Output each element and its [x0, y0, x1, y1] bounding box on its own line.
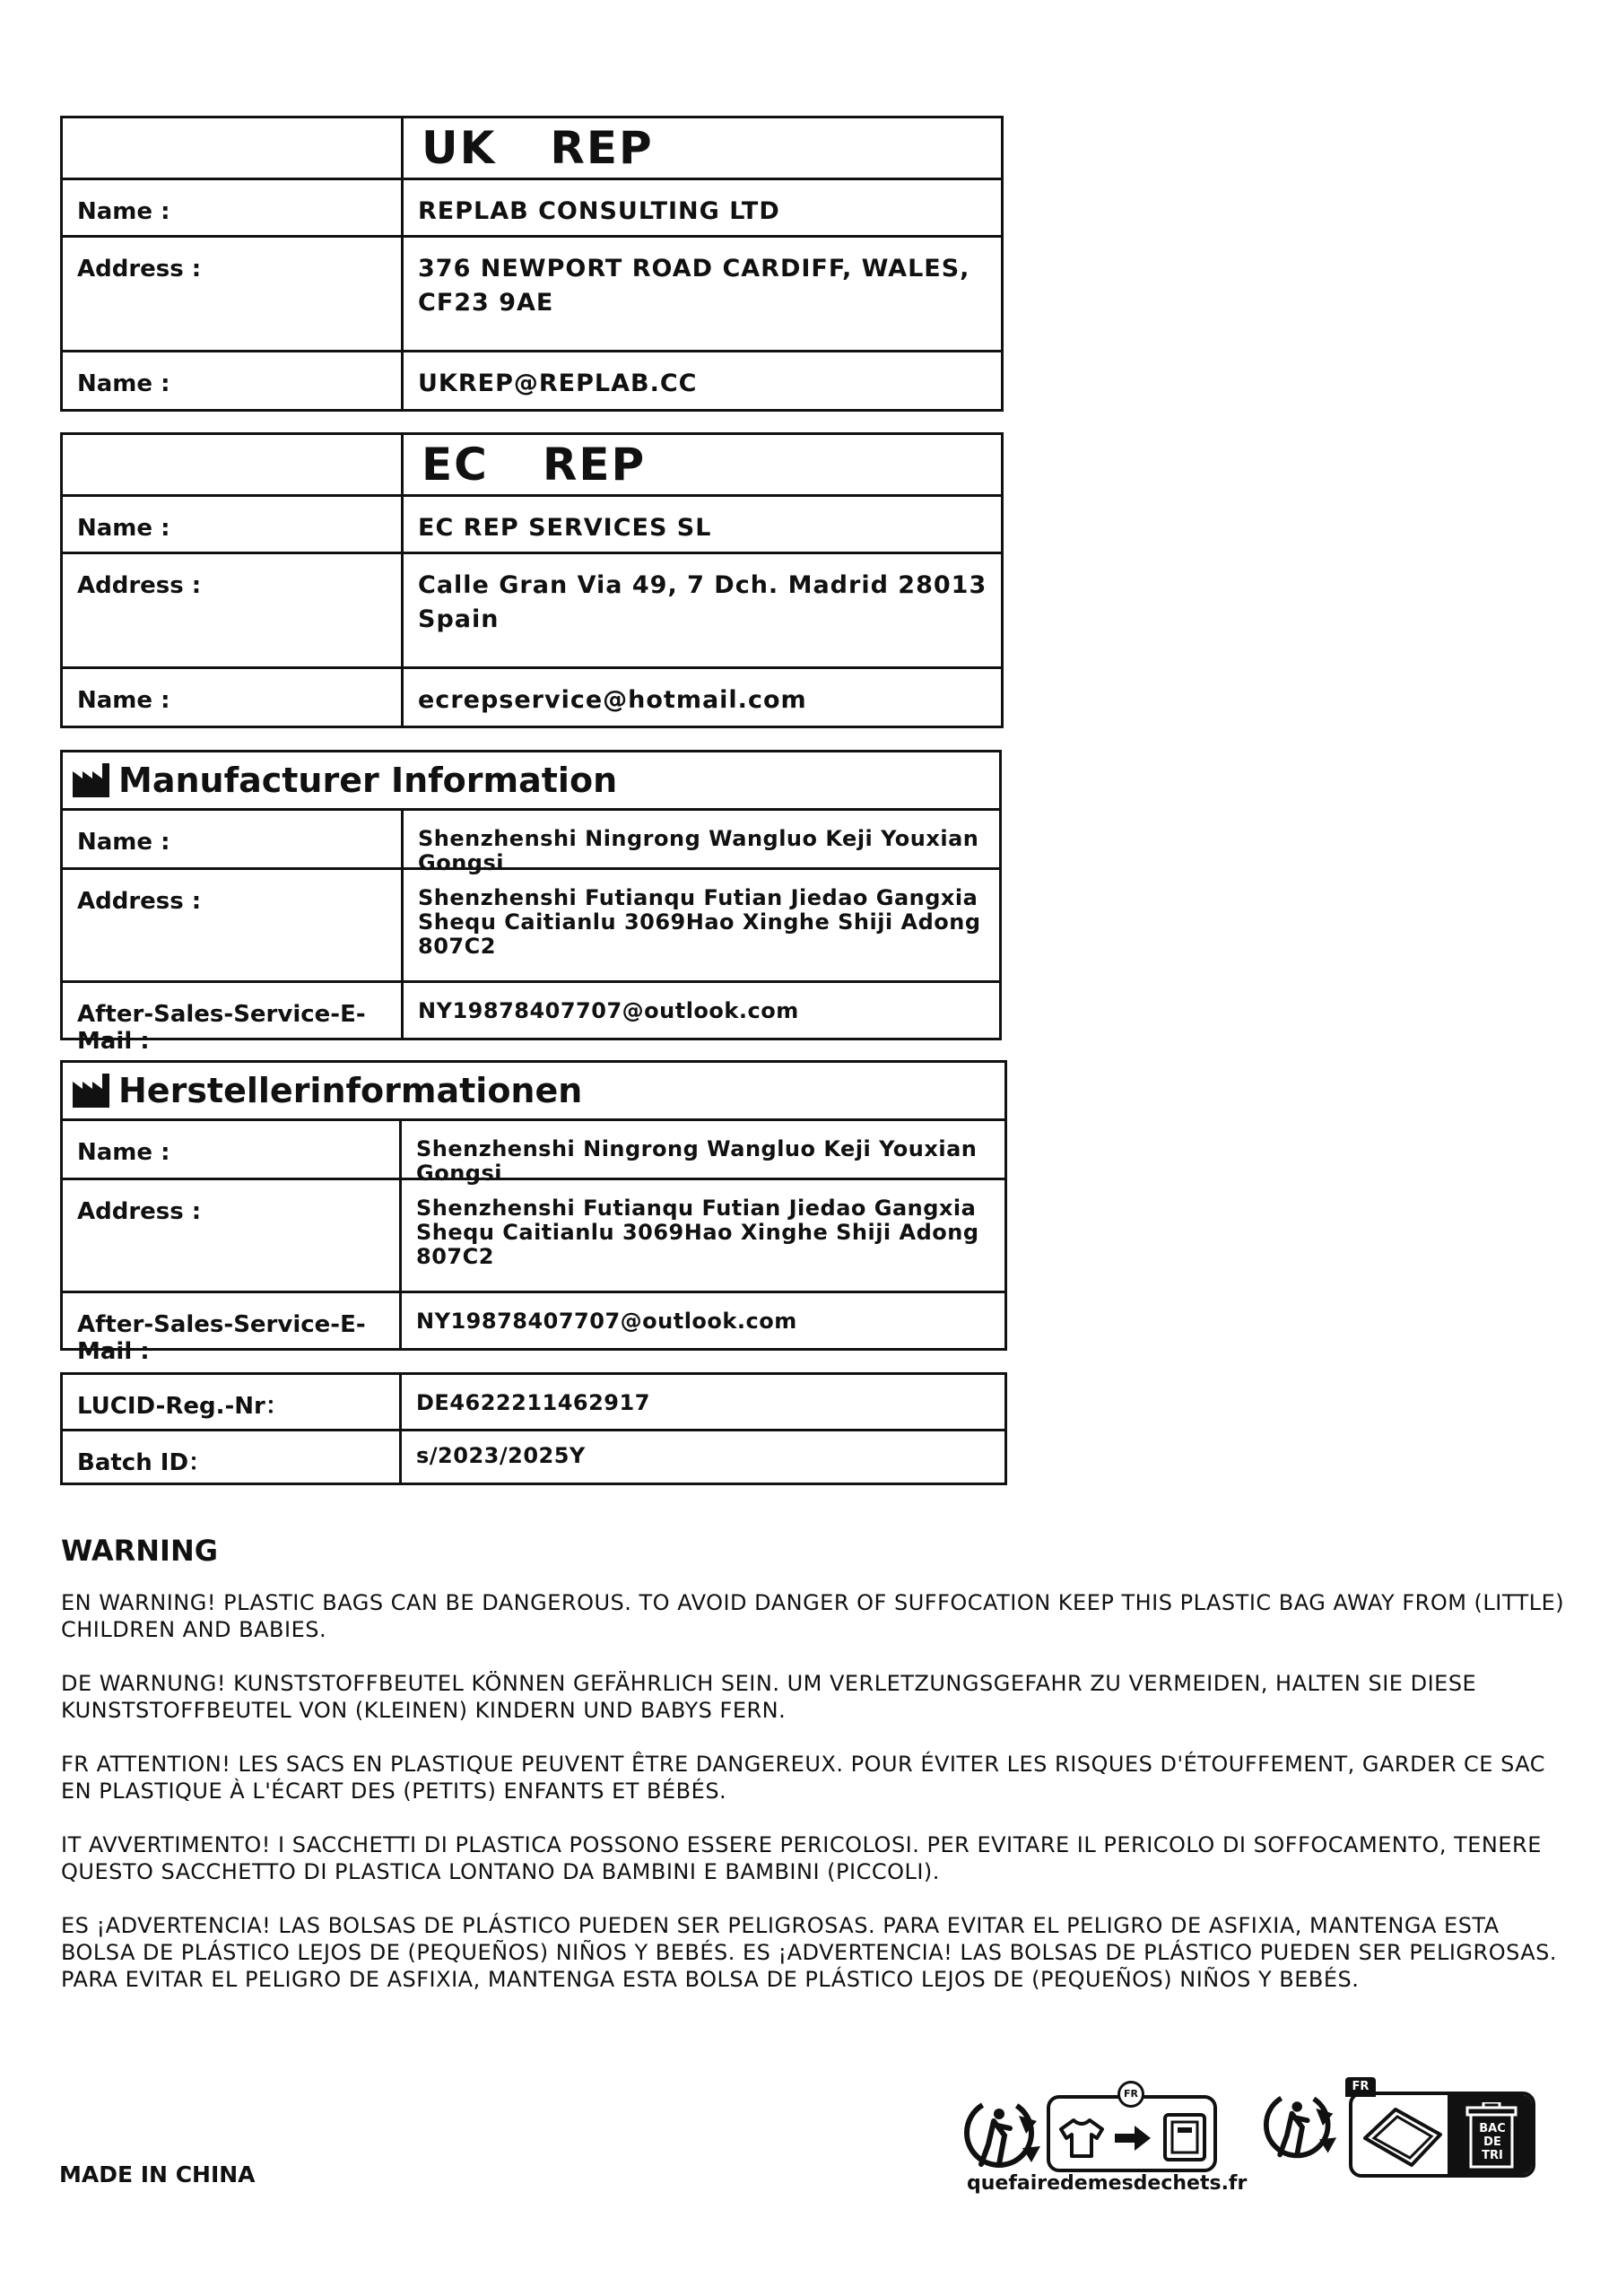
- row-value: s/2023/2025Y: [416, 1443, 586, 1468]
- tshirt-icon: [1057, 2117, 1106, 2160]
- row-value: EC REP SERVICES SL: [418, 514, 712, 542]
- row-value: Shenzhenshi Ningrong Wangluo Keji Youxian Gongsi: [418, 826, 979, 875]
- table-row: [63, 1178, 1004, 1291]
- recycling-bin-panel: [1448, 2095, 1535, 2178]
- row-label: Name :: [63, 352, 404, 409]
- made-in-label: MADE IN CHINA: [59, 2161, 256, 2187]
- warning-paragraph-en: EN WARNING! PLASTIC BAGS CAN BE DANGEROUS. TO AVOID DANGER OF SUFFOCATION KEEP THIS PLASTIC BAG AWAY FROM (LITTLE) CHILDREN AND BABIES.: [61, 1590, 1565, 1642]
- registry-table: [60, 1372, 1007, 1485]
- row-label: Batch ID：: [63, 1431, 402, 1483]
- row-value: NY19878407707@outlook.com: [418, 998, 799, 1023]
- row-value: Shenzhenshi Futianqu Futian Jiedao Gangxia Shequ Caitianlu 3069Hao Xinghe Shiji Adong 807C2: [418, 885, 981, 959]
- hersteller-table: [60, 1060, 1007, 1365]
- hersteller-title: Herstellerinformationen: [118, 1071, 583, 1110]
- warning-paragraph-de: DE WARNUNG! KUNSTSTOFFBEUTEL KÖNNEN GEFÄHRLICH SEIN. UM VERLETZUNGSGEFAHR ZU VERMEIDEN, HALTEN SIE DIESE KUNSTSTOFFBEUTEL VON (KLEINEN) KINDERN UND BABYS FERN.: [61, 1671, 1477, 1723]
- row-label: Name :: [63, 497, 404, 552]
- ec-rep-title: EC REP: [422, 439, 647, 491]
- factory-icon: [72, 1073, 111, 1109]
- row-label: Address :: [63, 870, 404, 980]
- triman-icon: [1263, 2086, 1340, 2163]
- plastic-bag-icon: [1360, 2102, 1446, 2170]
- warning-title: WARNING: [61, 1534, 218, 1568]
- uk-rep-title: UK REP: [422, 122, 654, 174]
- collection-container-icon: [1160, 2111, 1210, 2163]
- fr-badge: FR: [1117, 2081, 1144, 2108]
- row-value: ecrepservice@hotmail.com: [418, 686, 807, 714]
- row-value: DE4622211462917: [416, 1390, 650, 1415]
- table-row: [63, 1291, 1004, 1365]
- row-label: LUCID-Reg.-Nr：: [63, 1375, 402, 1429]
- website-text: quefairedemesdechets.fr: [967, 2172, 1248, 2195]
- row-value: Shenzhenshi Ningrong Wangluo Keji Youxian Gongsi: [416, 1136, 978, 1186]
- row-value: NY19878407707@outlook.com: [416, 1309, 797, 1334]
- row-label: Name :: [63, 1121, 402, 1178]
- row-value: REPLAB CONSULTING LTD: [418, 197, 780, 225]
- row-label: Name :: [63, 811, 404, 867]
- uk-rep-header: [63, 118, 1001, 178]
- row-value: 376 NEWPORT ROAD CARDIFF, WALES, CF23 9AE: [418, 255, 970, 317]
- ec-rep-header: [63, 435, 1001, 494]
- hersteller-header: [63, 1063, 1004, 1118]
- arrow-right-icon: [1113, 2124, 1152, 2152]
- ec-rep-table: [60, 432, 1004, 728]
- warning-paragraph-es: ES ¡ADVERTENCIA! LAS BOLSAS DE PLÁSTICO PUEDEN SER PELIGROSAS. PARA EVITAR EL PELIGRO DE ASFIXIA, MANTENGA ESTA BOLSA DE PLÁSTICO LEJOS DE (PEQUEÑOS) NIÑOS Y BEBÉS. ES ¡ADVERTENCIA! LAS BOLSAS DE PLÁSTICO PUEDEN SER PELIGROSAS. PARA EVITAR EL PELIGRO DE ASFIXIA, MANTENGA ESTA BOLSA DE PLÁSTICO LEJOS DE (PEQUEÑOS) NIÑOS Y BEBÉS.: [61, 1913, 1558, 1992]
- fr-tag: FR: [1345, 2077, 1376, 2097]
- uk-rep-table: [60, 116, 1004, 412]
- table-row: [63, 1375, 1004, 1429]
- bin-label: BAC DE TRI: [1479, 2122, 1506, 2162]
- triman-icon: [963, 2094, 1044, 2171]
- warning-paragraph-it: IT AVVERTIMENTO! I SACCHETTI DI PLASTICA POSSONO ESSERE PERICOLOSI. PER EVITARE IL PERICOLO DI SOFFOCAMENTO, TENERE QUESTO SACCHETTO DI PLASTICA LONTANO DA BAMBINI E BAMBINI (PICCOLI).: [61, 1832, 1542, 1884]
- row-value: UKREP@REPLAB.CC: [418, 370, 698, 397]
- row-value: Shenzhenshi Futianqu Futian Jiedao Gangxia Shequ Caitianlu 3069Hao Xinghe Shiji Adong 807C2: [416, 1196, 979, 1269]
- row-label: After-Sales-Service-E-Mail :: [63, 1293, 402, 1348]
- table-row: [63, 666, 1001, 726]
- row-value: Calle Gran Via 49, 7 Dch. Madrid 28013 Spain: [418, 571, 987, 633]
- table-row: [63, 808, 999, 875]
- factory-icon: [72, 762, 111, 798]
- row-label: Address :: [63, 554, 404, 666]
- manufacturer-title: Manufacturer Information: [118, 761, 618, 800]
- table-row: [63, 494, 1001, 552]
- row-label: Name :: [63, 180, 404, 235]
- row-label: Name :: [63, 669, 404, 726]
- table-row: [63, 867, 999, 980]
- row-label: Address :: [63, 1180, 402, 1291]
- row-label: Address :: [63, 238, 404, 350]
- manufacturer-table: [60, 750, 1002, 1055]
- table-row: [63, 1429, 1004, 1483]
- warning-paragraph-fr: FR ATTENTION! LES SACS EN PLASTIQUE PEUVENT ÊTRE DANGEREUX. POUR ÉVITER LES RISQUES D'ÉTOUFFEMENT, GARDER CE SAC EN PLASTIQUE À L'ÉCART DES (PETITS) ENFANTS ET BÉBÉS.: [61, 1752, 1545, 1804]
- table-row: [63, 1118, 1004, 1186]
- table-row: [63, 552, 1001, 666]
- table-row: [63, 350, 1001, 409]
- table-row: [63, 178, 1001, 235]
- manufacturer-header: [63, 752, 999, 808]
- table-row: [63, 980, 999, 1055]
- bag-sorting-box: [1349, 2092, 1535, 2178]
- row-label: After-Sales-Service-E-Mail :: [63, 983, 404, 1038]
- table-row: [63, 235, 1001, 350]
